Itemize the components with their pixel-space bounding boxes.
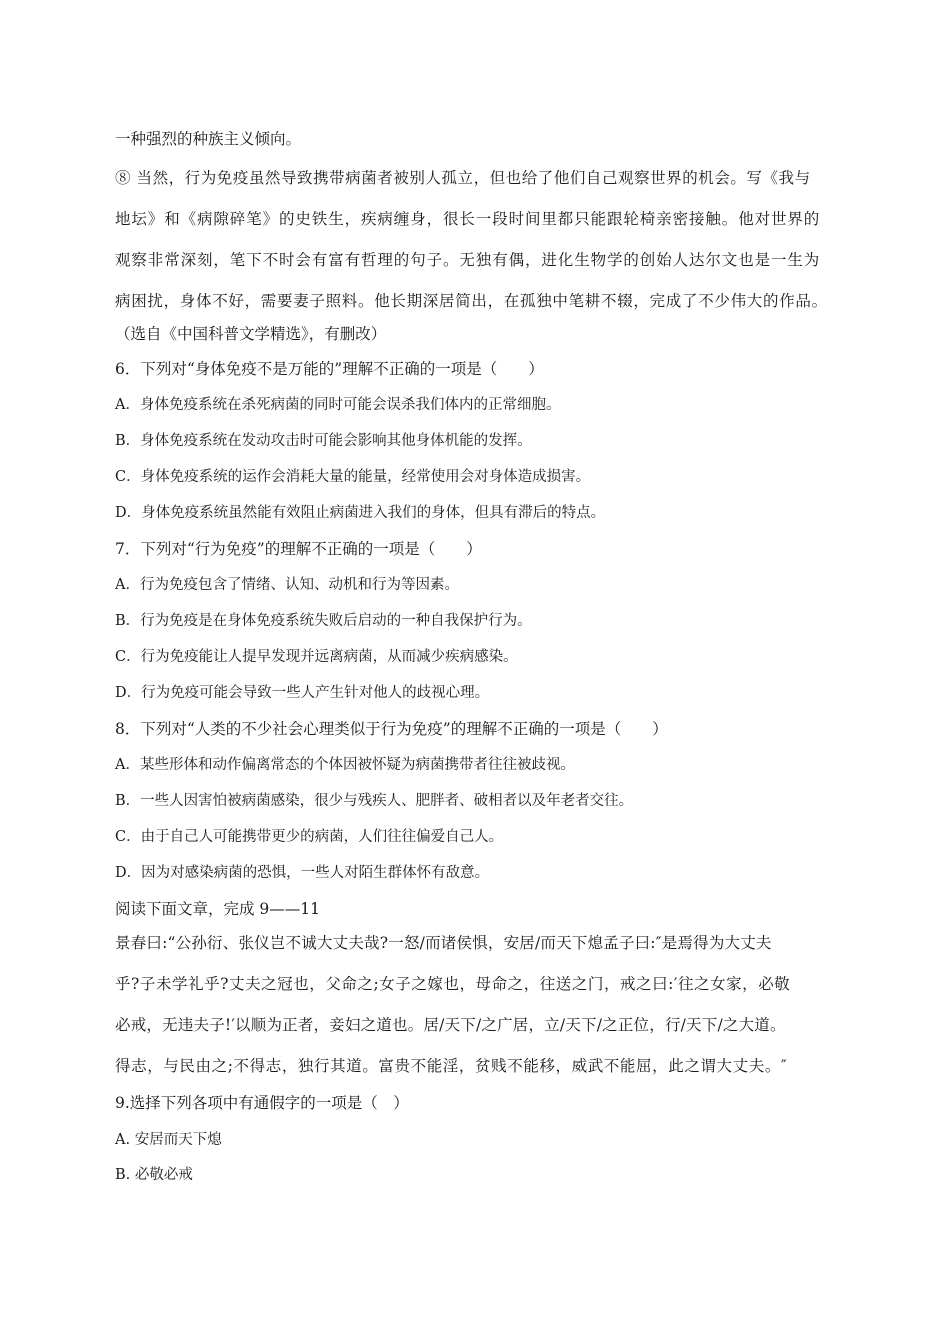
passage-source: （选自《中国科普文学精选》，有删改）	[115, 325, 387, 343]
question-7-stem: 7．下列对“行为免疫”的理解不正确的一项是（ ）	[115, 540, 482, 558]
question-8-option-a: A．某些形体和动作偏离常态的个体因被怀疑为病菌携带者往往被歧视。	[115, 757, 575, 773]
classical-text-line: 乎?子未学礼乎?丈夫之冠也，父命之;女子之嫁也，母命之，往送之门，戒之曰:′往之女家，必敬	[115, 975, 791, 993]
question-6-option-d: D．身体免疫系统虽然能有效阻止病菌进入我们的身体，但具有滞后的特点。	[115, 505, 606, 521]
passage-line: 一种强烈的种族主义倾向。	[115, 130, 302, 148]
classical-text-line: 景春曰:“公孙衍、张仪岂不诚大丈夫哉?一怒/而诸侯惧，安居/而天下熄孟子曰:″是焉得为大丈夫	[115, 934, 772, 952]
reading-intro: 阅读下面文章，完成 9——11	[115, 900, 321, 918]
passage-line: 地坛》和《病隙碎笔》的史铁生，疾病缠身，很长一段时间里都只能跟轮椅亲密接触。他对世界的	[115, 210, 821, 228]
passage-line: ⑧ 当然，行为免疫虽然导致携带病菌者被别人孤立，但也给了他们自己观察世界的机会。写《我与	[115, 169, 811, 187]
passage-line: 病困扰，身体不好，需要妻子照料。他长期深居简出，在孤独中笔耕不辍，完成了不少伟大的作品。	[115, 292, 828, 310]
question-6-option-a: A．身体免疫系统在杀死病菌的同时可能会误杀我们体内的正常细胞。	[115, 397, 561, 413]
question-7-option-d: D．行为免疫可能会导致一些人产生针对他人的歧视心理。	[115, 685, 490, 701]
question-8-option-b: B．一些人因害怕被病菌感染，很少与残疾人、肥胖者、破相者以及年老者交往。	[115, 793, 634, 809]
classical-text-line: 得志，与民由之;不得志，独行其道。富贵不能淫，贫贱不能移，威武不能屈，此之谓大丈夫。″	[115, 1057, 788, 1075]
classical-text-line: 必戒，无违夫子!′以顺为正者，妾妇之道也。居/天下/之广居，立/天下/之正位，行/天下/之大道。	[115, 1016, 786, 1034]
question-8-stem: 8．下列对“人类的不少社会心理类似于行为免疫”的理解不正确的一项是（ ）	[115, 720, 668, 738]
question-9-option-b: B. 必敬必戒	[115, 1167, 193, 1183]
question-9-stem: 9.选择下列各项中有通假字的一项是（ ）	[115, 1094, 409, 1112]
question-7-option-b: B．行为免疫是在身体免疫系统失败后启动的一种自我保护行为。	[115, 613, 532, 629]
question-6-stem: 6．下列对“身体免疫不是万能的”理解不正确的一项是（ ）	[115, 360, 544, 378]
question-6-option-b: B．身体免疫系统在发动攻击时可能会影响其他身体机能的发挥。	[115, 433, 532, 449]
question-8-option-d: D．因为对感染病菌的恐惧，一些人对陌生群体怀有敌意。	[115, 865, 490, 881]
question-8-option-c: C．由于自己人可能携带更少的病菌，人们往往偏爱自己人。	[115, 829, 504, 845]
question-6-option-c: C．身体免疫系统的运作会消耗大量的能量，经常使用会对身体造成损害。	[115, 469, 591, 485]
question-9-option-a: A. 安居而天下熄	[115, 1132, 222, 1148]
question-7-option-a: A．行为免疫包含了情绪、认知、动机和行为等因素。	[115, 577, 459, 593]
question-7-option-c: C．行为免疫能让人提早发现并远离病菌，从而减少疾病感染。	[115, 649, 518, 665]
passage-line: 观察非常深刻，笔下不时会有富有哲理的句子。无独有偶，进化生物学的创始人达尔文也是一生为	[115, 251, 821, 269]
